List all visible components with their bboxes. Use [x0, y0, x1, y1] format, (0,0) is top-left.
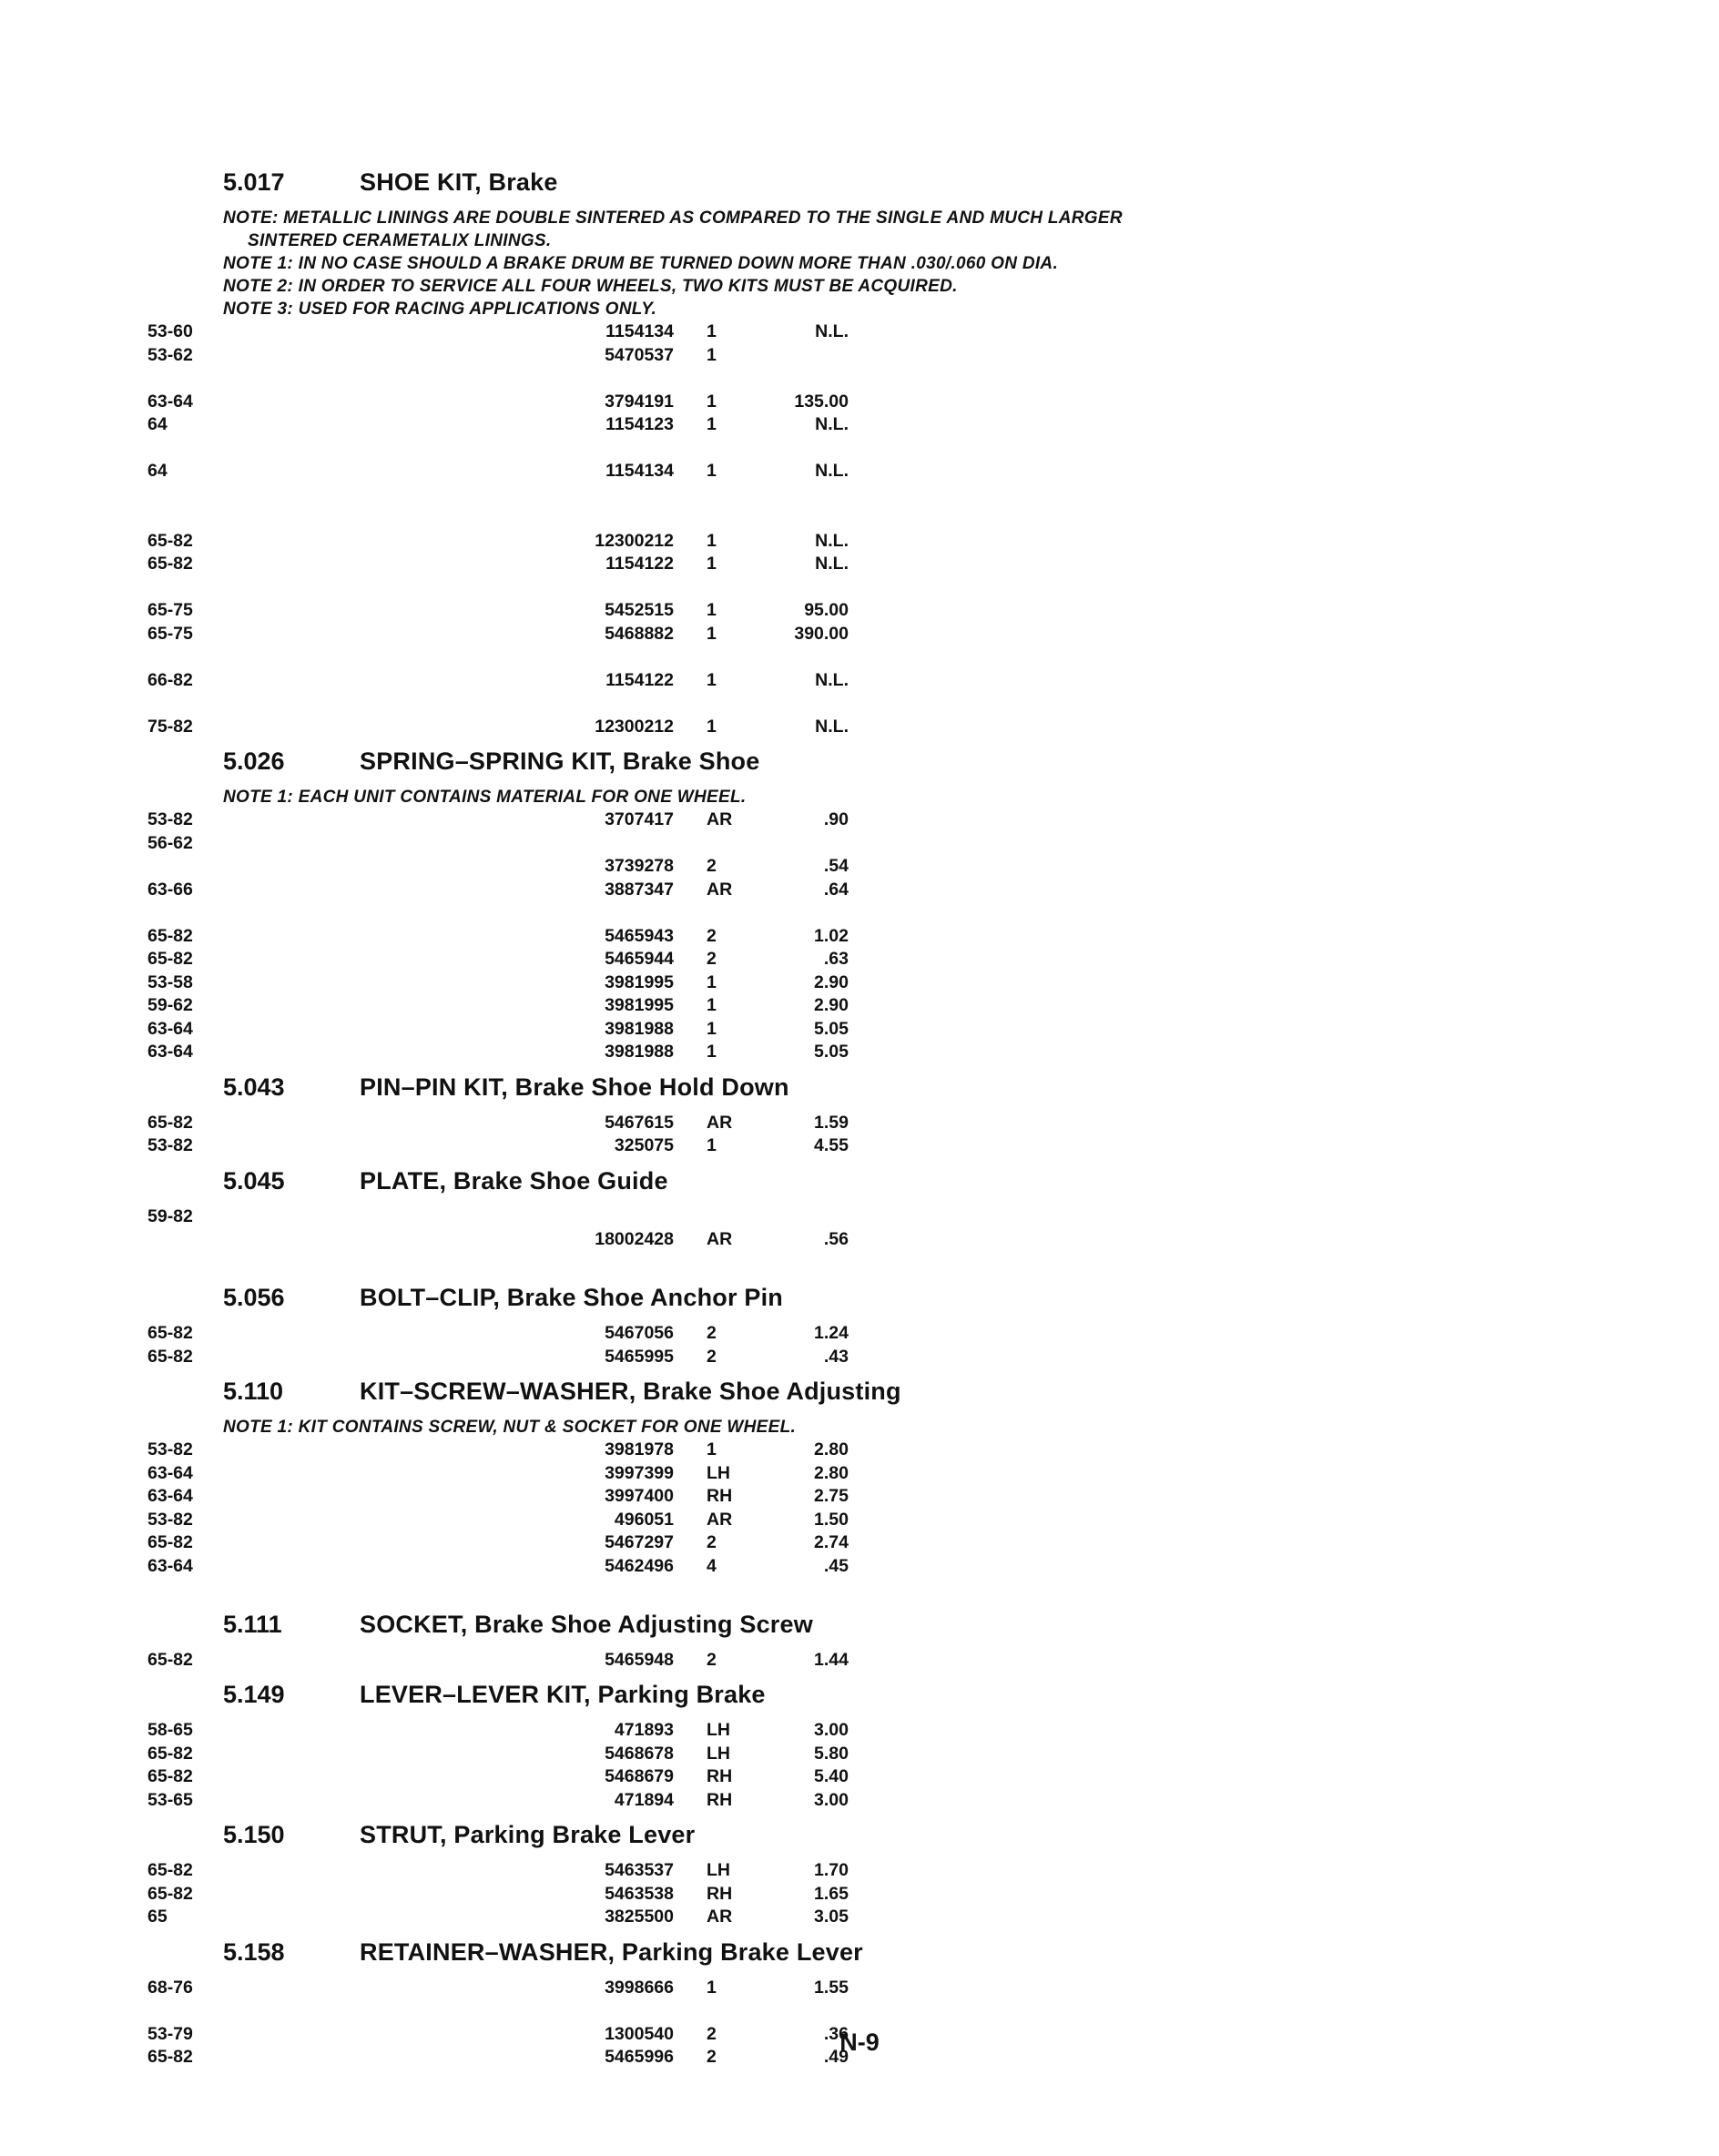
- section-number: 5.149: [223, 1681, 285, 1708]
- price: 2.80: [814, 1439, 849, 1459]
- part-number: 3794191: [605, 391, 674, 412]
- model-years: 65-82: [147, 530, 193, 551]
- part-number: 5467056: [605, 1323, 674, 1343]
- part-number: 5465943: [605, 925, 674, 946]
- section-header: [0, 168, 1719, 207]
- catalog-section: [0, 1073, 1719, 1158]
- part-number: 5465944: [605, 949, 674, 969]
- part-row: [0, 716, 1719, 739]
- model-years: 53-82: [147, 1135, 193, 1155]
- price: 1.55: [814, 1977, 849, 1998]
- quantity: AR: [707, 1112, 733, 1133]
- section-number: 5.150: [223, 1821, 285, 1848]
- section-number: 5.110: [223, 1378, 284, 1405]
- price: 3.00: [814, 1720, 849, 1740]
- part-number: 5463537: [605, 1860, 674, 1880]
- catalog-section: [0, 168, 1719, 738]
- part-number: 5452515: [605, 600, 674, 620]
- part-row: [0, 1322, 1719, 1346]
- part-row: [0, 1462, 1719, 1486]
- section-header: [0, 1611, 1719, 1649]
- quantity: 1: [707, 600, 717, 620]
- part-row: [0, 1765, 1719, 1789]
- model-years: 65-82: [147, 1883, 193, 1904]
- part-number: 3981978: [605, 1439, 674, 1459]
- part-row: [0, 553, 1719, 599]
- part-row: [0, 1205, 1719, 1276]
- quantity: 2: [707, 1532, 717, 1552]
- part-number: 471893: [614, 1720, 674, 1740]
- model-years: 63-66: [147, 879, 193, 900]
- part-number: 3707417: [605, 809, 674, 829]
- quantity: 1: [707, 1042, 717, 1062]
- price: N.L.: [815, 461, 849, 481]
- section-title: LEVER–LEVER KIT, Parking Brake: [360, 1681, 766, 1708]
- section-note: NOTE 1: EACH UNIT CONTAINS MATERIAL FOR ONE WHEEL.: [223, 788, 747, 807]
- quantity: 2: [707, 1346, 717, 1367]
- part-row: [0, 530, 1719, 554]
- part-row: [0, 1134, 1719, 1158]
- part-row: [0, 1041, 1719, 1064]
- part-number: 5465948: [605, 1649, 674, 1670]
- section-title: RETAINER–WASHER, Parking Brake Lever: [360, 1937, 863, 1966]
- section-title: SPRING–SPRING KIT, Brake Shoe: [360, 747, 760, 775]
- part-row: [0, 1112, 1719, 1135]
- quantity: 2: [707, 2023, 717, 2044]
- part-number: 3825500: [605, 1907, 674, 1927]
- price: .64: [823, 879, 849, 900]
- part-number: 5468678: [605, 1743, 674, 1764]
- part-number: 1154122: [605, 554, 674, 574]
- section-note: SINTERED CERAMETALIX LININGS.: [248, 231, 552, 250]
- price: .56: [823, 1229, 849, 1249]
- price: 2.74: [814, 1532, 849, 1552]
- quantity: 2: [707, 925, 717, 946]
- part-row: [0, 1439, 1719, 1462]
- section-number: 5.017: [223, 168, 285, 196]
- section-number: 5.026: [223, 747, 285, 775]
- price: 5.40: [814, 1766, 849, 1786]
- quantity: AR: [707, 879, 733, 900]
- catalog-section: [0, 1681, 1719, 1812]
- part-row: [0, 391, 1719, 414]
- model-years: 64: [147, 461, 168, 481]
- section-note: NOTE 2: IN ORDER TO SERVICE ALL FOUR WHEELS, TWO KITS MUST BE ACQUIRED.: [223, 277, 958, 296]
- quantity: AR: [707, 809, 733, 829]
- quantity: 1: [707, 1018, 717, 1039]
- catalog-section: [0, 1611, 1719, 1673]
- part-number: 5468679: [605, 1766, 674, 1786]
- model-years: 65-82: [147, 1649, 193, 1670]
- model-years: 65-82: [147, 554, 193, 574]
- section-number: 5.043: [223, 1073, 285, 1101]
- part-number: 3887347: [605, 879, 674, 900]
- model-years: 75-82: [147, 716, 193, 737]
- model-years: 53-82: [147, 809, 193, 829]
- quantity: 1: [707, 530, 717, 551]
- part-row: [0, 1485, 1719, 1509]
- part-number: 5468882: [605, 623, 674, 644]
- section-note: NOTE 3: USED FOR RACING APPLICATIONS ONLY.: [223, 300, 657, 319]
- part-row: [0, 994, 1719, 1018]
- model-years: 65-75: [147, 623, 193, 644]
- model-years: 65-82: [147, 1532, 193, 1552]
- model-years: 65-82: [147, 1323, 193, 1343]
- catalog-section: [0, 1821, 1719, 1929]
- price: N.L.: [815, 669, 849, 690]
- model-years: 65-75: [147, 600, 193, 620]
- part-number: 3997399: [605, 1462, 674, 1483]
- catalog-section: [0, 1378, 1719, 1602]
- price: 1.70: [814, 1860, 849, 1880]
- part-number: 5467615: [605, 1112, 674, 1133]
- quantity: 1: [707, 461, 717, 481]
- part-number: 5465996: [605, 2047, 674, 2067]
- section-title: STRUT, Parking Brake Lever: [360, 1821, 696, 1848]
- model-years: 53-65: [147, 1789, 193, 1810]
- part-number: 3981988: [605, 1042, 674, 1062]
- part-number: 12300212: [595, 716, 674, 737]
- section-title: SOCKET, Brake Shoe Adjusting Screw: [360, 1610, 813, 1638]
- section-note: NOTE 1: IN NO CASE SHOULD A BRAKE DRUM BE TURNED DOWN MORE THAN .030/.060 ON DIA.: [223, 254, 1059, 273]
- section-title: BOLT–CLIP, Brake Shoe Anchor Pin: [360, 1284, 783, 1311]
- model-years: 63-64: [147, 1486, 193, 1506]
- quantity: RH: [707, 1883, 733, 1904]
- price: 1.24: [814, 1323, 849, 1343]
- part-row: [0, 1018, 1719, 1042]
- section-number: 5.158: [223, 1937, 285, 1966]
- price: 2.75: [814, 1486, 849, 1506]
- part-number: 3739278: [605, 856, 674, 876]
- catalog-section: [0, 1167, 1719, 1276]
- part-row: [0, 1555, 1719, 1602]
- model-years: 63-64: [147, 391, 193, 412]
- model-years: 63-64: [147, 1042, 193, 1062]
- model-years: 68-76: [147, 1977, 193, 1998]
- part-number: 12300212: [595, 530, 674, 551]
- model-years: 59-82: [147, 1205, 193, 1226]
- quantity: 1: [707, 971, 717, 992]
- quantity: 1: [707, 1135, 717, 1155]
- part-row: [0, 320, 1719, 344]
- price: 135.00: [794, 391, 849, 412]
- price: 2.90: [814, 971, 849, 992]
- part-row: [0, 344, 1719, 391]
- catalog-section: [0, 1284, 1719, 1368]
- model-years: 53-62: [147, 344, 193, 365]
- price: 3.05: [814, 1907, 849, 1927]
- quantity: 1: [707, 1439, 717, 1459]
- section-note: NOTE: METALLIC LININGS ARE DOUBLE SINTERED AS COMPARED TO THE SINGLE AND MUCH LARGER: [223, 208, 1123, 228]
- quantity: RH: [707, 1789, 733, 1810]
- catalog-section: [0, 747, 1719, 1064]
- quantity: AR: [707, 1907, 733, 1927]
- price: N.L.: [815, 414, 849, 434]
- quantity: LH: [707, 1720, 730, 1740]
- quantity: LH: [707, 1743, 730, 1764]
- section-title: KIT–SCREW–WASHER, Brake Shoe Adjusting: [360, 1378, 901, 1405]
- model-years: 64: [147, 414, 168, 434]
- model-years: 66-82: [147, 669, 193, 690]
- part-number: 5462496: [605, 1555, 674, 1576]
- section-note: NOTE 1: KIT CONTAINS SCREW, NUT & SOCKET FOR ONE WHEEL.: [223, 1418, 797, 1437]
- part-row: [0, 1977, 1719, 2023]
- part-number: 471894: [614, 1789, 674, 1810]
- quantity: LH: [707, 1860, 730, 1880]
- model-years: 53-60: [147, 321, 193, 341]
- page-number: N-9: [839, 2029, 880, 2056]
- part-number: 5470537: [605, 344, 674, 365]
- part-row: [0, 1719, 1719, 1743]
- part-row: [0, 948, 1719, 971]
- quantity: 2: [707, 2047, 717, 2067]
- model-years: 53-82: [147, 1509, 193, 1530]
- price: 5.05: [814, 1018, 849, 1039]
- price: 2.80: [814, 1462, 849, 1483]
- model-years: 65-82: [147, 1112, 193, 1133]
- price: 2.90: [814, 995, 849, 1015]
- quantity: RH: [707, 1486, 733, 1506]
- part-number: 5467297: [605, 1532, 674, 1552]
- part-row: [0, 808, 1719, 832]
- model-years: 65-82: [147, 1860, 193, 1880]
- model-years: 65-82: [147, 1766, 193, 1786]
- model-years: 53-82: [147, 1439, 193, 1459]
- section-number: 5.056: [223, 1284, 285, 1311]
- part-number: 1154123: [605, 414, 674, 434]
- model-years: 65-82: [147, 1346, 193, 1367]
- price: N.L.: [815, 716, 849, 737]
- model-years: 65-82: [147, 925, 193, 946]
- price: N.L.: [815, 554, 849, 574]
- part-row: [0, 1531, 1719, 1555]
- part-number: 18002428: [595, 1229, 674, 1249]
- section-header: [0, 1938, 1719, 1977]
- section-title: PLATE, Brake Shoe Guide: [360, 1166, 668, 1195]
- model-years: 65: [147, 1907, 168, 1927]
- model-years: 63-64: [147, 1018, 193, 1039]
- part-row: [0, 460, 1719, 530]
- part-number: 1154134: [605, 321, 674, 341]
- part-row: [0, 413, 1719, 460]
- quantity: 1: [707, 344, 717, 365]
- part-number: 5465995: [605, 1346, 674, 1367]
- part-number: 5463538: [605, 1883, 674, 1904]
- part-number: 3981995: [605, 995, 674, 1015]
- quantity: 1: [707, 1977, 717, 1998]
- section-title: SHOE KIT, Brake: [360, 168, 558, 196]
- model-years: 53-58: [147, 971, 193, 992]
- section-header: [0, 1284, 1719, 1322]
- quantity: AR: [707, 1229, 733, 1249]
- quantity: 4: [707, 1555, 717, 1576]
- section-number: 5.045: [223, 1166, 285, 1195]
- quantity: AR: [707, 1509, 733, 1530]
- part-row: [0, 1649, 1719, 1673]
- part-row: [0, 971, 1719, 995]
- price: .90: [823, 809, 849, 829]
- price: .36: [823, 2023, 849, 2044]
- part-row: [0, 623, 1719, 669]
- part-row: [0, 1789, 1719, 1813]
- section-number: 5.111: [223, 1610, 282, 1638]
- price: .54: [823, 856, 849, 876]
- part-row: [0, 1509, 1719, 1532]
- price: 390.00: [794, 623, 849, 644]
- part-row: [0, 1906, 1719, 1929]
- section-header: [0, 747, 1719, 786]
- part-number: 3981988: [605, 1018, 674, 1039]
- part-number: 3981995: [605, 971, 674, 992]
- quantity: 1: [707, 716, 717, 737]
- quantity: 1: [707, 995, 717, 1015]
- price: 1.50: [814, 1509, 849, 1530]
- price: 1.02: [814, 925, 849, 946]
- quantity: 2: [707, 1649, 717, 1670]
- model-years: 53-79: [147, 2023, 193, 2044]
- price: 1.59: [814, 1112, 849, 1133]
- quantity: RH: [707, 1766, 733, 1786]
- model-years: 65-82: [147, 2047, 193, 2067]
- model-years: 59-62: [147, 995, 193, 1015]
- part-row: [0, 832, 1719, 879]
- section-header: [0, 1167, 1719, 1205]
- part-row: [0, 1883, 1719, 1907]
- part-row: [0, 1859, 1719, 1883]
- part-row: [0, 925, 1719, 949]
- quantity: 1: [707, 623, 717, 644]
- part-row: [0, 1743, 1719, 1766]
- section-title: PIN–PIN KIT, Brake Shoe Hold Down: [360, 1073, 789, 1101]
- price: .49: [823, 2047, 849, 2067]
- price: N.L.: [815, 321, 849, 341]
- part-number: 1300540: [605, 2023, 674, 2044]
- part-row: [0, 1346, 1719, 1369]
- model-years: 65-82: [147, 949, 193, 969]
- quantity: 2: [707, 856, 717, 876]
- price: .63: [823, 949, 849, 969]
- catalog-content: [0, 168, 1719, 2079]
- quantity: 1: [707, 391, 717, 412]
- quantity: 1: [707, 669, 717, 690]
- quantity: 1: [707, 321, 717, 341]
- price: 4.55: [814, 1135, 849, 1155]
- price: .43: [823, 1346, 849, 1367]
- quantity: LH: [707, 1462, 730, 1483]
- model-years: 63-64: [147, 1555, 193, 1576]
- section-header: [0, 1681, 1719, 1719]
- price: 95.00: [804, 600, 849, 620]
- model-years: 58-65: [147, 1720, 193, 1740]
- price: N.L.: [815, 530, 849, 551]
- part-row: [0, 669, 1719, 716]
- price: 5.05: [814, 1042, 849, 1062]
- part-number: 3998666: [605, 1977, 674, 1998]
- quantity: 2: [707, 949, 717, 969]
- quantity: 1: [707, 414, 717, 434]
- model-years: 63-64: [147, 1462, 193, 1483]
- section-header: [0, 1378, 1719, 1416]
- part-number: 325075: [614, 1135, 674, 1155]
- price: 1.65: [814, 1883, 849, 1904]
- part-number: 3997400: [605, 1486, 674, 1506]
- price: 5.80: [814, 1743, 849, 1764]
- part-row: [0, 599, 1719, 623]
- price: 1.44: [814, 1649, 849, 1670]
- part-number: 496051: [614, 1509, 674, 1530]
- price: 3.00: [814, 1789, 849, 1810]
- quantity: 2: [707, 1323, 717, 1343]
- price: .45: [823, 1555, 849, 1576]
- section-header: [0, 1821, 1719, 1859]
- quantity: 1: [707, 554, 717, 574]
- part-row: [0, 879, 1719, 925]
- part-number: 1154134: [605, 461, 674, 481]
- part-number: 1154122: [605, 669, 674, 690]
- section-header: [0, 1073, 1719, 1112]
- model-years: 56-62: [147, 832, 193, 853]
- model-years: 65-82: [147, 1743, 193, 1764]
